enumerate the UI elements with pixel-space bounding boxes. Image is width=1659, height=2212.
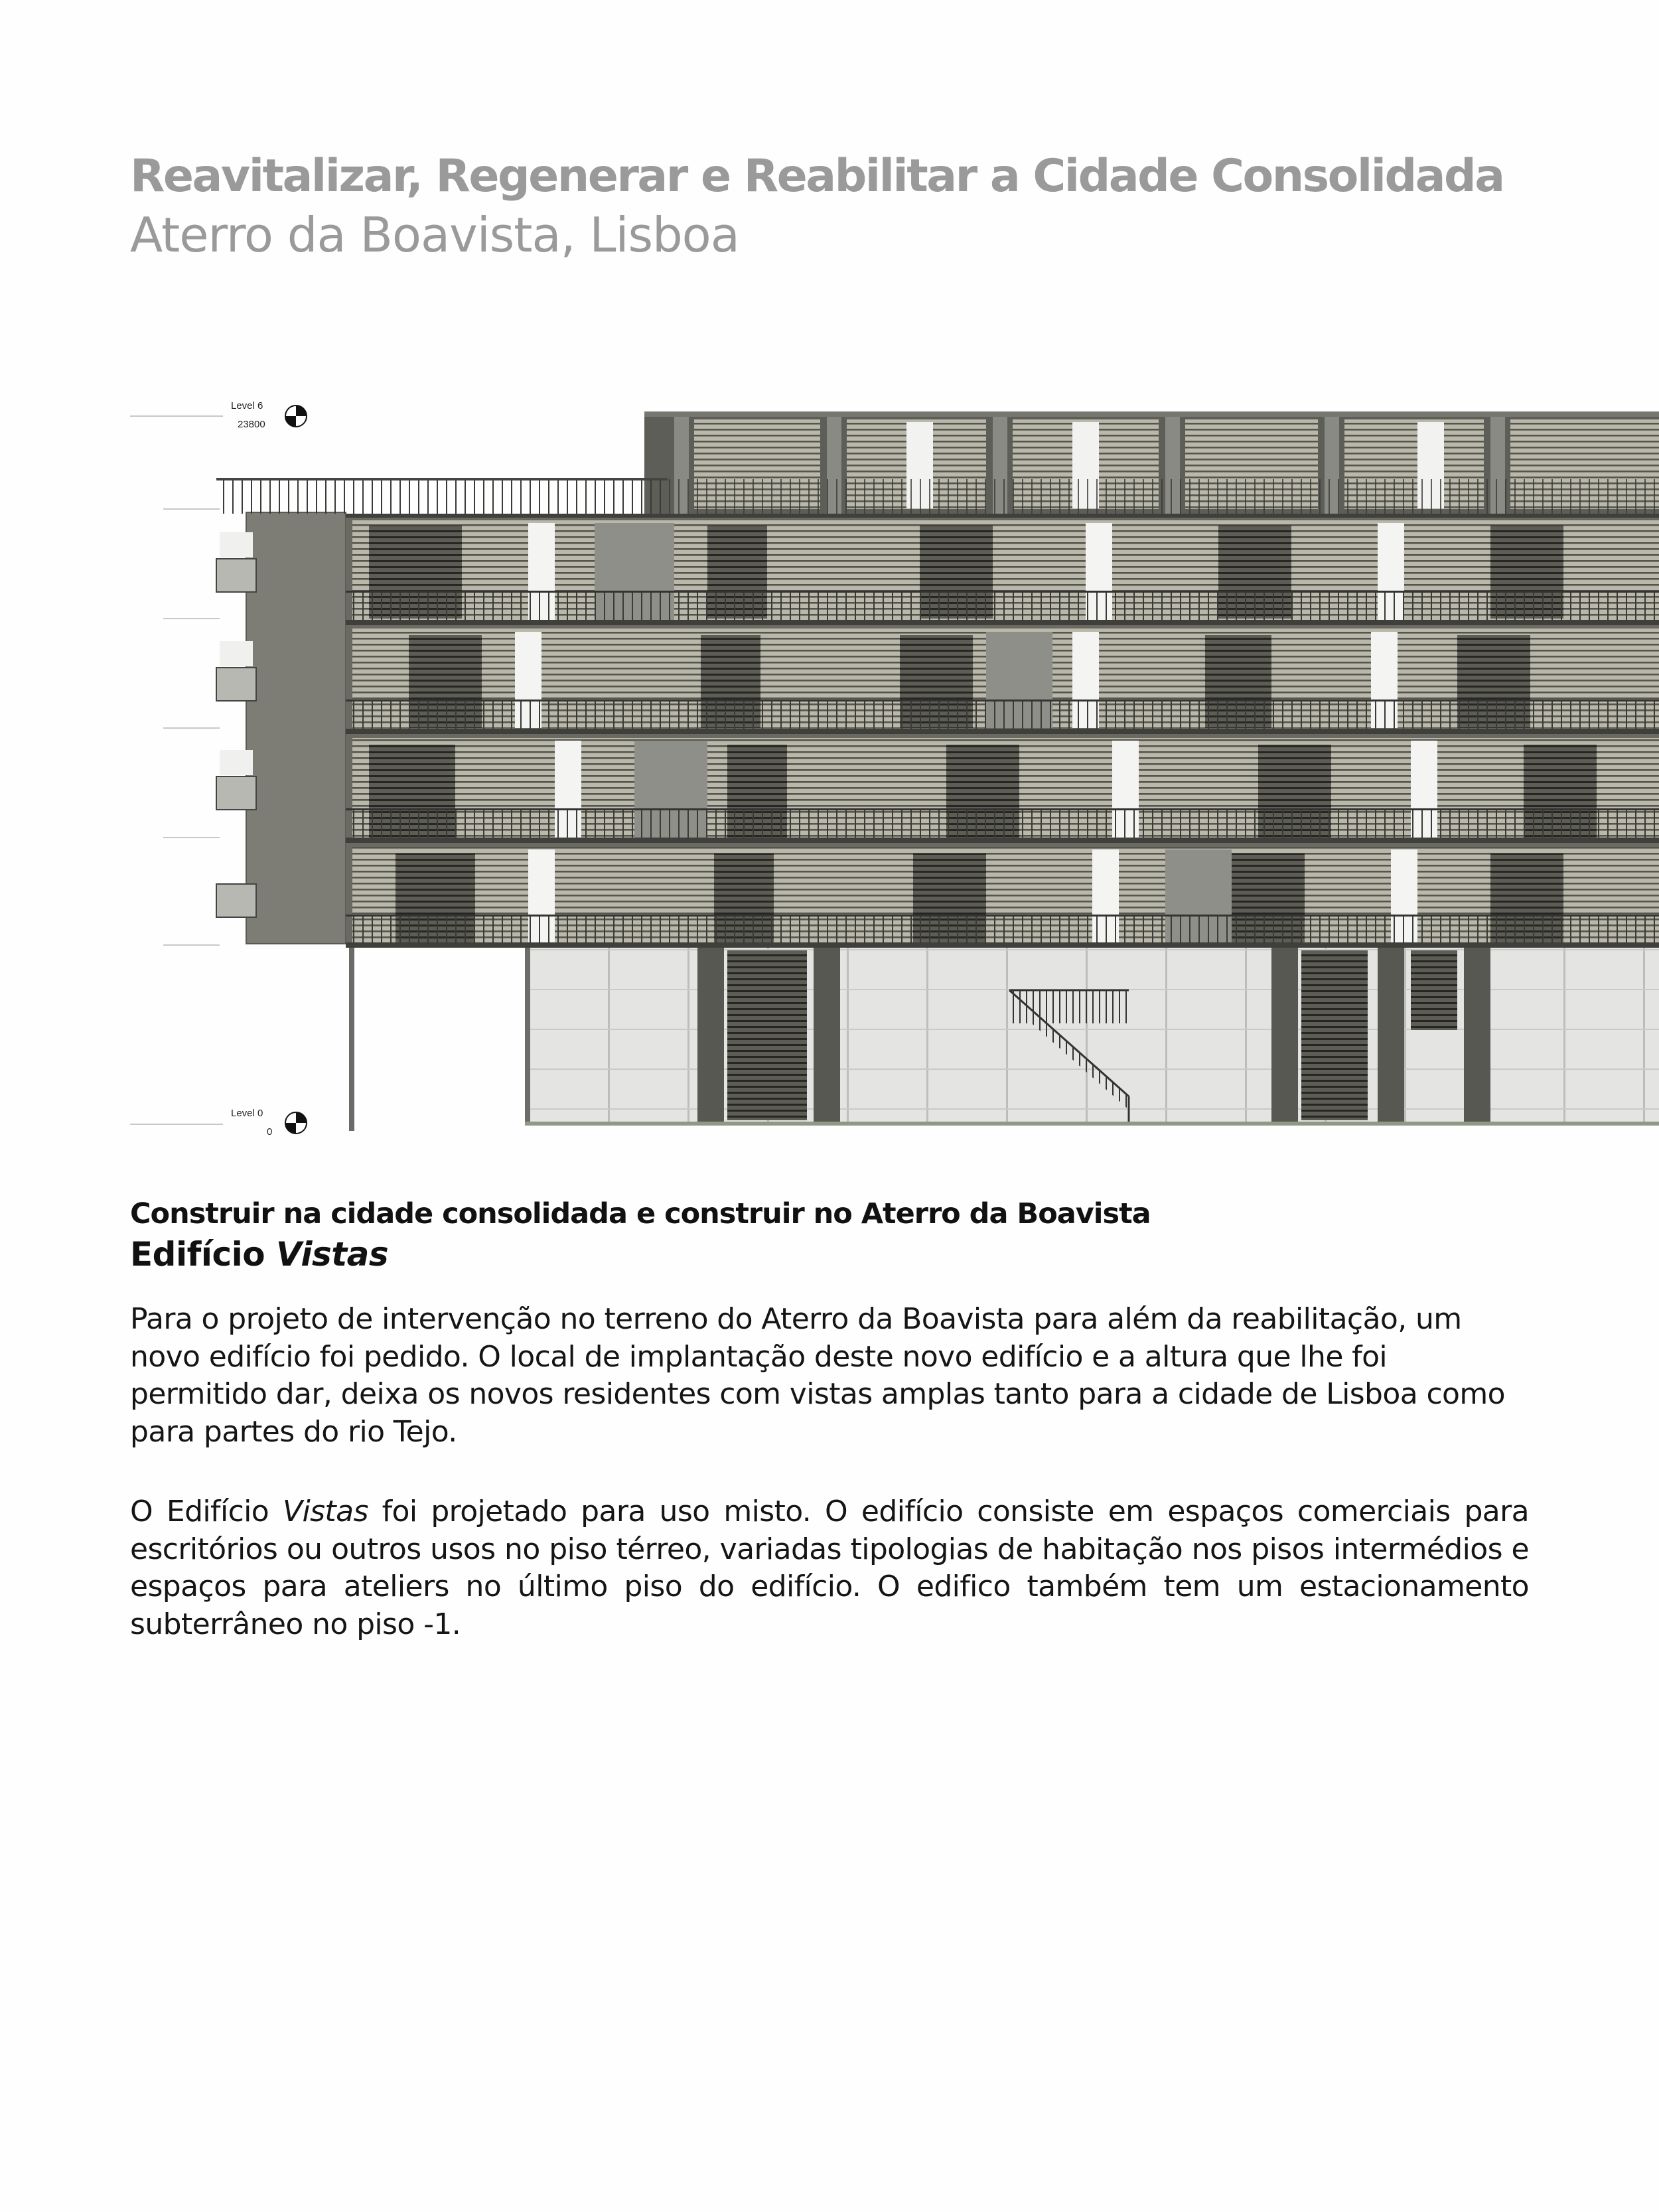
- building-facade: [216, 411, 1659, 1131]
- level-6-marker-icon: [285, 406, 307, 427]
- level-6-label: Level 6: [231, 400, 263, 411]
- ground-floor: [525, 948, 1659, 1126]
- page-subtitle: Aterro da Boavista, Lisboa: [130, 207, 739, 263]
- residential-floors: [346, 514, 1659, 948]
- paragraph-2-italic: Vistas: [282, 1495, 368, 1528]
- building-elevation-drawing: [130, 393, 1659, 1136]
- paragraph-2-end: foi projetado para uso misto. O edifício consiste em espaços comerciais para escritórios ou outros usos no piso térreo, variadas tipologias de habitação nos pisos intermédios e espaços para ateliers no último piso do edifício. O edifico também tem um estacionamento subterrâneo no piso -1.: [130, 1495, 1530, 1641]
- level-0-elevation: 0: [267, 1126, 273, 1136]
- building-name-heading: [130, 1235, 389, 1274]
- building-name-prefix: Edifício: [130, 1235, 265, 1274]
- level-0-label: Level 0: [231, 1108, 263, 1119]
- section-heading: Construir na cidade consolidada e construir no Aterro da Boavista: [130, 1197, 1151, 1230]
- body-paragraph-2: [130, 1493, 1529, 1643]
- page-title: Reavitalizar, Regenerar e Reabilitar a Cidade Consolidada: [130, 150, 1504, 202]
- level-6-elevation: 23800: [238, 419, 265, 430]
- body-paragraph-1: Para o projeto de intervenção no terreno do Aterro da Boavista para além da reabilitação, um novo edifício foi pedido. O local de implantação deste novo edifício e a altura que lhe foi permitido dar, deixa os novos residentes com vistas amplas tanto para a cidade de Lisboa como para partes do rio Tejo.: [130, 1302, 1505, 1449]
- paragraph-2-start: O Edifício: [130, 1495, 283, 1528]
- level-0-marker-icon: [285, 1112, 307, 1134]
- building-name-italic: Vistas: [276, 1235, 389, 1274]
